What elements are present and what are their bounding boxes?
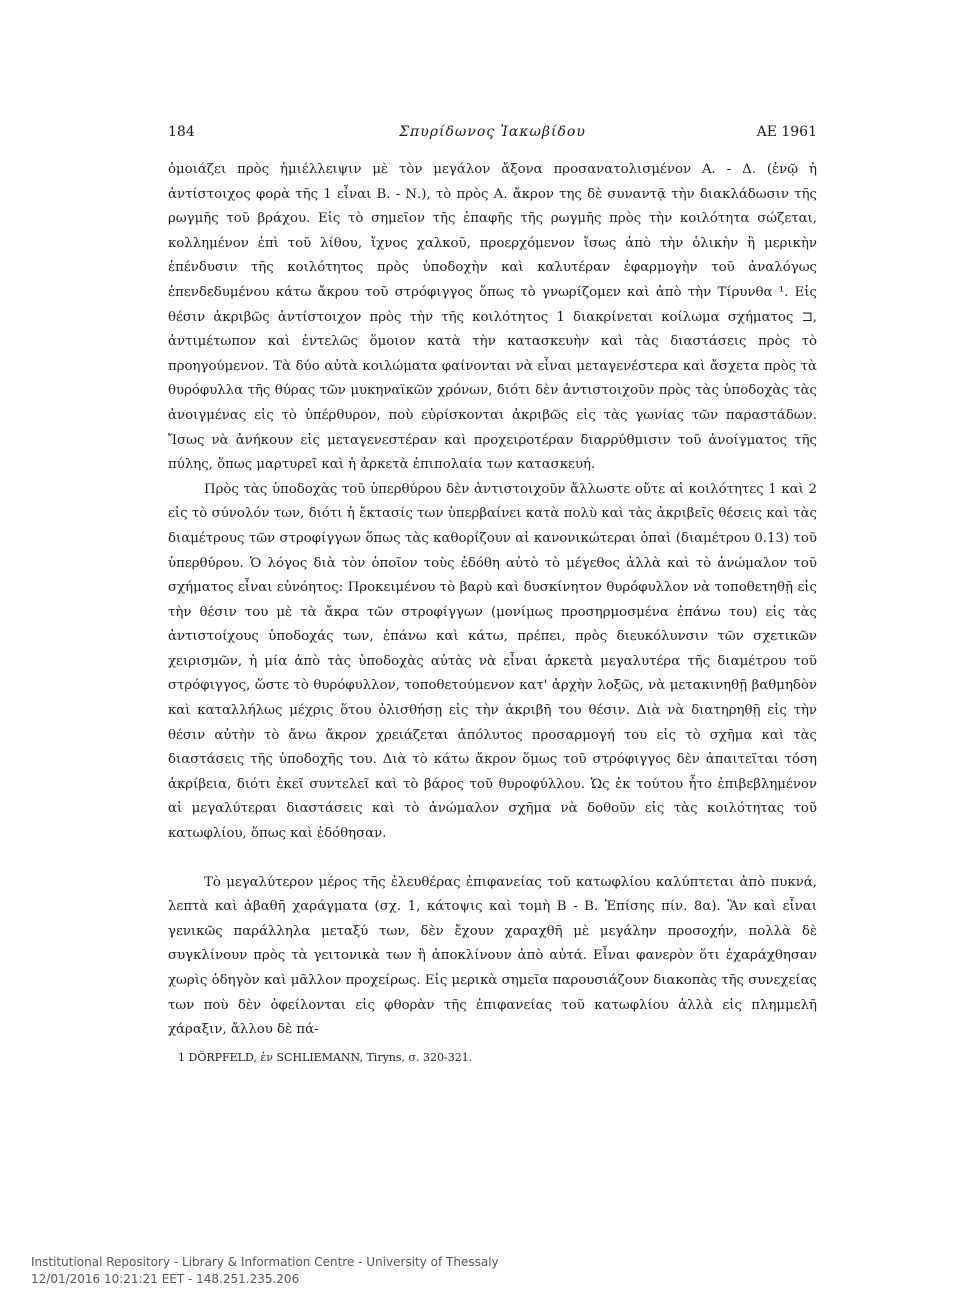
article-body [168,158,817,1043]
repository-line-2: 12/01/2016 10:21:21 EET - 148.251.235.206 [31,1272,300,1286]
paragraph-2: Πρὸς τὰς ὑποδοχὰς τοῦ ὑπερθύρου δὲν ἀντιστοιχοῦν ἄλλωστε οὔτε αἱ κοιλότητες 1 καὶ 2 εἰς τὸ σύνολόν των, διότι ἡ ἔκτασίς των ὑπερβαίνει κατὰ πολὺ καὶ τὰς ἀκριβεῖς θέσεις καὶ τὰς διαμέτρους τῶν στροφίγγων ὅπως τὰς καθορίζουν αἱ κανονικώτεραι ὀπαὶ (διαμέτρου 0.13) τοῦ ὑπερθύρου. Ὁ λόγος διὰ τὸν ὁποῖον τοὺς ἐδόθη αὐτὸ τὸ μέγεθος ἀλλὰ καὶ τὸ ἀνώμαλον τοῦ σχήματος εἶναι εὐνόητος: Προκειμένου τὸ βαρὺ καὶ δυσκίνητον θυρόφυλλον νὰ τοποθετηθῇ εἰς τὴν θέσιν του μὲ τὰ ἄκρα τῶν στροφίγγων (μονίμως προσηρμοσμένα ἐπάνω του) εἰς τὰς ἀντιστοίχους ὑποδοχάς των, ἐπάνω καὶ κάτω, πρέπει, πρὸς διευκόλυνσιν τῶν σχετικῶν χειρισμῶν, ἡ μία ἀπὸ τὰς ὑποδοχὰς αὐτὰς νὰ εἶναι ἀρκετὰ μεγαλυτέρα τῆς διαμέτρου τοῦ στρόφιγγος, ὥστε τὸ θυρόφυλλον, τοποθετούμενον κατ' ἀρχὴν λοξῶς, νὰ μετακινηθῇ βαθμηδὸν καὶ καταλλήλως μέχρις ὅτου ὀλισθήσῃ εἰς τὴν ἀκριβῆ του θέσιν. Διὰ νὰ διατηρηθῇ εἰς τὴν θέσιν αὐτὴν τὸ ἄνω ἄκρον χρειάζεται ἀπόλυτος προσαρμογή του εἰς τὸ σχῆμα καὶ τὰς διαστάσεις τῆς ὑποδοχῆς του. Διὰ τὸ κάτω ἄκρον ὅμως τοῦ στρόφιγγος δὲν ἀπαιτεῖται τόση ἀκρίβεια, διότι ἐκεῖ συντελεῖ καὶ τὸ βάρος τοῦ θυροφύλλου. Ὡς ἐκ τούτου ἦτο ἐπιβεβλημένον αἱ μεγαλύτεραι διαστάσεις καὶ τὸ ἀνώμαλον σχῆμα νὰ δοθοῦν εἰς τὰς κοιλότητας τοῦ κατωφλίου, ὅπως καὶ ἐδόθησαν. [168,481,817,842]
paragraph-1: ὁμοιάζει πρὸς ἡμιέλλειψιν μὲ τὸν μεγάλον ἄξονα προσανατολισμένον Α. - Δ. (ἐνῷ ἡ ἀντίστοιχος φορὰ τῆς 1 εἶναι Β. - Ν.), τὸ πρὸς Α. ἄκρον της δὲ συναντᾷ τὴν διακλάδωσιν τῆς ρωγμῆς τοῦ βράχου. Εἰς τὸ σημεῖον τῆς ἐπαφῆς τῆς ρωγμῆς πρὸς τὴν κοιλότητα σώζεται, κολλημένον ἐπὶ τοῦ λίθου, ἴχνος χαλκοῦ, προερχόμενον ἴσως ἀπὸ τὴν ὁλικὴν ἢ μερικὴν ἐπένδυσιν τῆς κοιλότητος πρὸς ὑποδοχὴν καὶ καλυτέραν ἐφαρμογὴν τοῦ ἀναλόγως ἐπενδεδυμένου κάτω ἄκρου τοῦ στρόφιγγος ὅπως τὸ γνωρίζομεν καὶ ἀπὸ τὴν Τίρυνθα ¹. Εἰς θέσιν ἀκριβῶς ἀντίστοιχον πρὸς τὴν τῆς κοιλότητος 1 διακρίνεται κοίλωμα σχήματος ⊐, ἀντιμέτωπον καὶ ἐντελῶς ὅμοιον κατὰ τὴν κατασκευὴν καὶ τὰς διαστάσεις πρὸς τὸ προηγούμενον. Τὰ δύο αὐτὰ κοιλώματα φαίνονται νὰ εἶναι μεταγενέστερα καὶ ἄσχετα πρὸς τὰ θυρόφυλλα τῆς θύρας τῶν μυκηναϊκῶν χρόνων, διότι δὲν ἀντιστοιχοῦν πρὸς τὰς ὑποδοχὰς τὰς ἀνοιγμένας εἰς τὸ ὑπέρθυρον, ποὺ εὑρίσκονται ἀκριβῶς εἰς τὰς γωνίας τῶν παραστάδων. Ἴσως νὰ ἀνήκουν εἰς μεταγενεστέραν καὶ προχειροτέραν διαρρύθμισιν τοῦ ἀνοίγματος τῆς πύλης, ὅπως μαρτυρεῖ καὶ ἡ ἀρκετὰ ἐπιπολαία των κατασκευή. [168,162,817,473]
footnote: 1 DÖRPFELD, ἐν SCHLIEMANN, Tiryns, σ. 320-321. [178,1051,473,1064]
running-header [168,124,817,146]
repository-watermark [31,1254,499,1288]
page-number: 184 [168,124,195,140]
paragraph-3: Τὸ μεγαλύτερον μέρος τῆς ἐλευθέρας ἐπιφανείας τοῦ κατωφλίου καλύπτεται ἀπὸ πυκνά, λεπτὰ καὶ ἀβαθῆ χαράγματα (σχ. 1, κάτοψις καὶ τομὴ Β - Β. Ἐπίσης πίν. 8α). Ἂν καὶ εἶναι γενικῶς παράλληλα μεταξύ των, δὲν ἔχουν χαραχθῆ μὲ μεγάλην προσοχήν, πολλὰ δὲ συγκλίνουν πρὸς τὰ γειτονικὰ των ἢ ἀποκλίνουν ἀπὸ αὐτά. Εἶναι φανερὸν ὅτι ἐχαράχθησαν χωρὶς ὁδηγὸν καὶ μᾶλλον προχείρως. Εἰς μερικὰ σημεῖα παρουσιάζουν διακοπὰς τῆς συνεχείας των ποὺ δὲν ὀφείλονται εἰς φθορὰν τῆς ἐπιφανείας τοῦ κατωφλίου ἀλλὰ εἰς πλημμελῆ χάραξιν, ἄλλου δὲ πά- [168,874,817,1038]
running-author: Σπυρίδωνος Ἰακωβίδου [399,124,586,140]
journal-year: ΑΕ 1961 [756,124,817,140]
repository-line-1: Institutional Repository - Library & Information Centre - University of Thessaly [31,1255,499,1269]
